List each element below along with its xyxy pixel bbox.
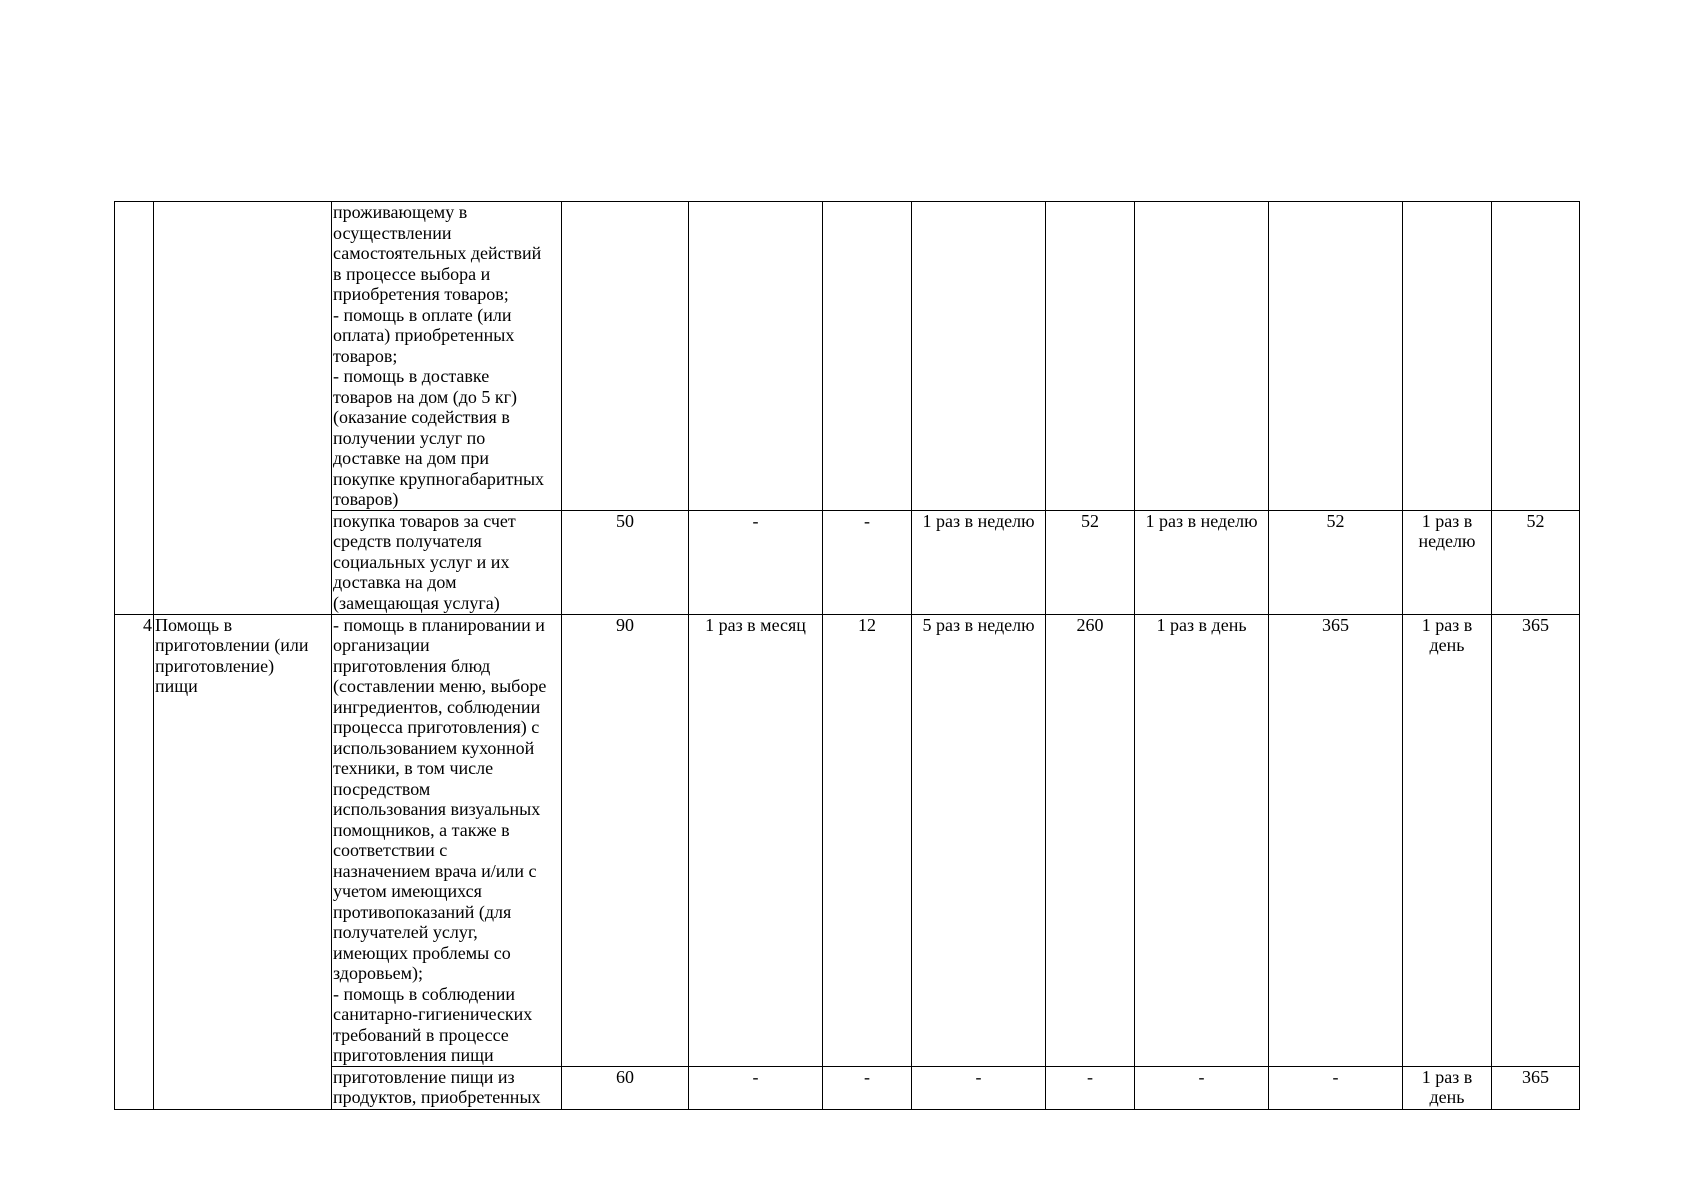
table-cell: - (1046, 1066, 1135, 1109)
row-number: 4 (115, 614, 154, 1109)
table-cell (1046, 202, 1135, 511)
table-cell: 60 (562, 1066, 689, 1109)
table-cell: - (1269, 1066, 1403, 1109)
service-description: проживающему в осуществлении самостоятельных действий в процессе выбора и приобретения товаров; - помощь в оплате (или оплата) приобретенных товаров; - помощь в доставке товаров на дом (до 5 кг) (оказание содействия в получении услуг по доставке на дом при покупке крупногабаритных товаров) (332, 202, 562, 511)
table-cell: 5 раз в неделю (912, 614, 1046, 1066)
services-table (114, 201, 1580, 1110)
row-number (115, 202, 154, 615)
table-cell: 1 раз в день (1403, 614, 1492, 1066)
table-cell (1492, 202, 1580, 511)
table-cell: 52 (1492, 510, 1580, 614)
table-row (115, 202, 1580, 511)
table-cell: 365 (1492, 1066, 1580, 1109)
table-row (115, 1066, 1580, 1109)
table-cell: - (823, 1066, 912, 1109)
service-description: приготовление пищи из продуктов, приобретенных (332, 1066, 562, 1109)
table-cell: 260 (1046, 614, 1135, 1066)
table-cell: - (689, 1066, 823, 1109)
table-cell (1269, 202, 1403, 511)
table-cell: 1 раз в неделю (912, 510, 1046, 614)
table-cell: 1 раз в день (1403, 1066, 1492, 1109)
service-name: Помощь в приготовлении (или приготовление) пищи (154, 614, 332, 1109)
table-cell: - (912, 1066, 1046, 1109)
service-description: - помощь в планировании и организации приготовления блюд (составлении меню, выборе ингредиентов, соблюдении процесса приготовления) с использованием кухонной техники, в том числе посредством использования визуальных помощников, а также в соответствии с назначением врача и/или с учетом имеющихся противопоказаний (для получателей услуг, имеющих проблемы со здоровьем); - помощь в соблюдении санитарно-гигиенических требований в процессе приготовления пищи (332, 614, 562, 1066)
table-cell: 90 (562, 614, 689, 1066)
table-cell: 52 (1269, 510, 1403, 614)
table-cell: - (1135, 1066, 1269, 1109)
table-cell: - (823, 510, 912, 614)
table-cell (912, 202, 1046, 511)
table-cell (1135, 202, 1269, 511)
table-cell: 50 (562, 510, 689, 614)
table-row (115, 510, 1580, 614)
table-cell: - (689, 510, 823, 614)
table-cell: 12 (823, 614, 912, 1066)
service-description: покупка товаров за счет средств получателя социальных услуг и их доставка на дом (замещающая услуга) (332, 510, 562, 614)
table-cell: 1 раз в неделю (1403, 510, 1492, 614)
table-cell: 1 раз в месяц (689, 614, 823, 1066)
table-cell: 1 раз в неделю (1135, 510, 1269, 614)
service-name (154, 202, 332, 615)
table-cell: 52 (1046, 510, 1135, 614)
table-cell (689, 202, 823, 511)
table-cell: 1 раз в день (1135, 614, 1269, 1066)
table-cell (562, 202, 689, 511)
table-cell: 365 (1269, 614, 1403, 1066)
table-cell: 365 (1492, 614, 1580, 1066)
table-row (115, 614, 1580, 1066)
table-cell (1403, 202, 1492, 511)
table-cell (823, 202, 912, 511)
